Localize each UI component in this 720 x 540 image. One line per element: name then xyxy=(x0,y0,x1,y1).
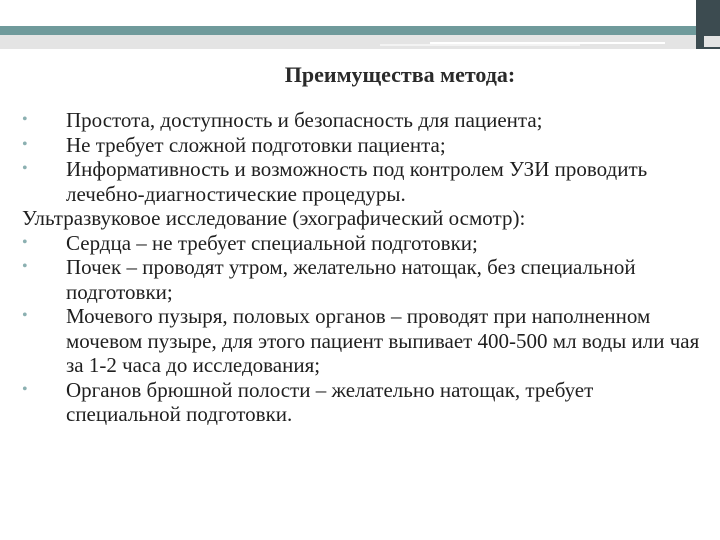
list-item xyxy=(22,157,712,206)
slide-top-band xyxy=(0,0,720,26)
list-item-text: Не требует сложной подготовки пациента; xyxy=(66,132,446,157)
bullet-icon: • xyxy=(22,111,28,128)
list-item-text: Сердца – не требует специальной подготовки; xyxy=(66,230,478,255)
bullet-icon: • xyxy=(22,233,28,251)
bullet-icon: • xyxy=(22,307,28,324)
list-item xyxy=(22,108,712,133)
bullet-icon: • xyxy=(22,160,28,177)
slide-content-list xyxy=(22,108,712,427)
list-item-text: Органов брюшной полости – желательно натощак, требует специальной подготовки. xyxy=(66,377,594,426)
slide-title: Преимущества метода: xyxy=(284,62,516,87)
list-item xyxy=(22,378,712,427)
list-item-text: Мочевого пузыря, половых органов – проводят при наполненном мочевом пузыре, для этого пациент выпивает 400-500 мл воды или чая за 1-2 часа до исследования; xyxy=(66,304,700,377)
list-item-text: Почек – проводят утром, желательно натощак, без специальной подготовки; xyxy=(66,255,636,304)
bullet-icon: • xyxy=(22,135,28,153)
header-decor-line-2 xyxy=(380,44,580,46)
section-heading xyxy=(22,206,712,231)
section-heading-text: Ультразвуковое исследование (эхографический осмотр): xyxy=(22,206,526,230)
list-item-text: Простота, доступность и безопасность для пациента; xyxy=(66,108,543,132)
bullet-icon: • xyxy=(22,380,28,398)
list-item xyxy=(22,255,712,304)
header-corner-tab xyxy=(704,36,720,47)
list-item xyxy=(22,231,712,256)
bullet-icon: • xyxy=(22,258,28,275)
header-decor-line xyxy=(430,42,665,44)
list-item-text: Информативность и возможность под контролем УЗИ проводить лечебно-диагностические процедуры. xyxy=(66,157,648,206)
list-item xyxy=(22,133,712,158)
header-accent-bar xyxy=(0,26,720,35)
list-item xyxy=(22,304,712,378)
